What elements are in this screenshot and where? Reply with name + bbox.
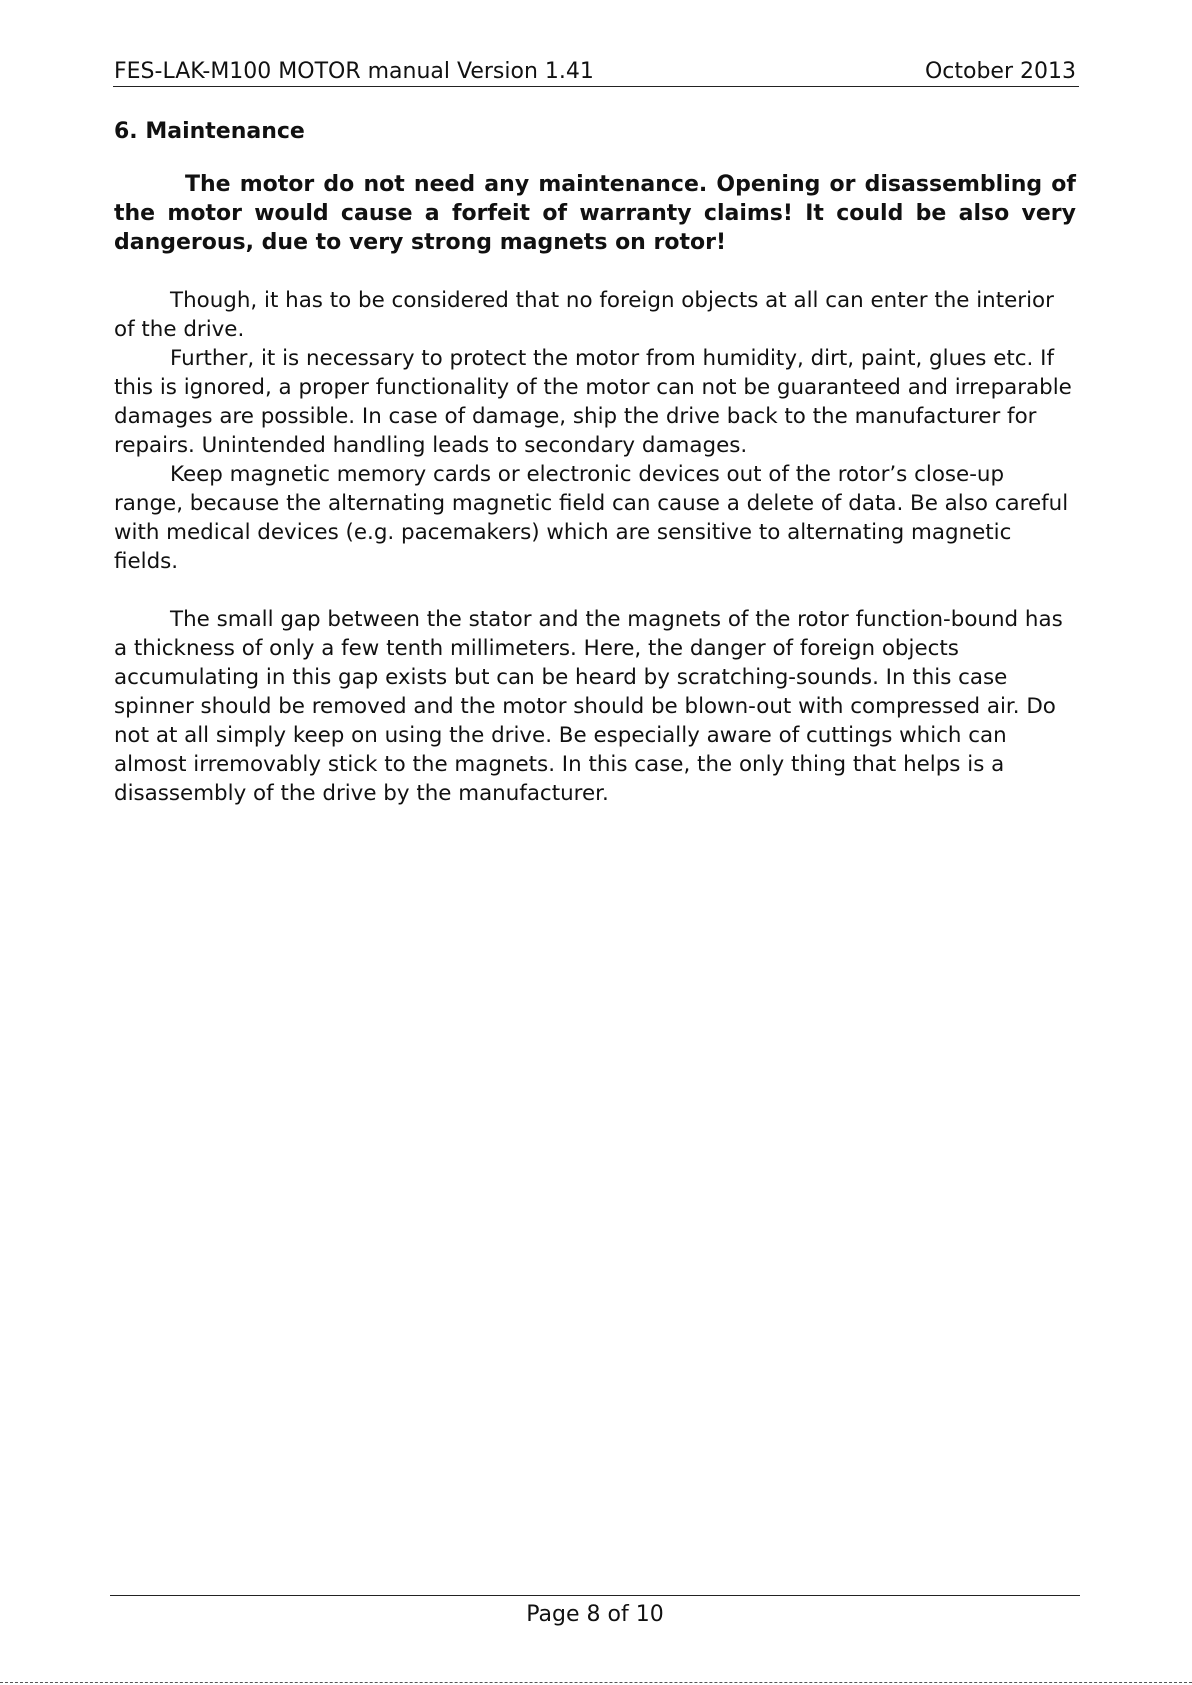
section-body [114,170,1076,808]
page-footer [110,1595,1080,1630]
paragraph-spacer [114,576,1076,605]
paragraph-magnetic-devices: Keep magnetic memory cards or electronic devices out of the rotor’s close-up range, because the alternating magnetic field can cause a delete of data. Be also careful with medical devices (e.g. pacemakers) which are sensitive to alternating magnetic fields. [114,462,1069,574]
paragraph-protection: Further, it is necessary to protect the motor from humidity, dirt, paint, glues etc. If this is ignored, a proper functionality of the motor can not be guaranteed and irreparable damages are possible. In case of damage, ship the drive back to the manufacturer for repairs. Unintended handling leads to secondary damages. [114,346,1072,458]
warning-paragraph: The motor do not need any maintenance. Opening or disassembling of the motor would cause a forfeit of warranty claims! It could be also very dangerous, due to very strong magnets on rotor! [114,172,1076,255]
paragraph-foreign-objects: Though, it has to be considered that no foreign objects at all can enter the interior of the drive. [114,288,1054,342]
page-bottom-edge [0,1682,1192,1683]
section-heading: 6. Maintenance [114,119,305,144]
paragraph-gap: The small gap between the stator and the magnets of the rotor function-bound has a thickness of only a few tenth millimeters. Here, the danger of foreign objects accumulating in this gap exists but can be heard by scratching-sounds. In this case spinner should be removed and the motor should be blown-out with compressed air. Do not at all simply keep on using the drive. Be especially aware of cuttings which can almost irremovably stick to the magnets. In this case, the only thing that helps is a disassembly of the drive by the manufacturer. [114,607,1063,806]
header-title: FES-LAK-M100 MOTOR manual Version 1.41 [114,59,594,84]
page-number: Page 8 of 10 [526,1602,664,1627]
page-header [113,56,1079,87]
header-date: October 2013 [924,59,1076,84]
